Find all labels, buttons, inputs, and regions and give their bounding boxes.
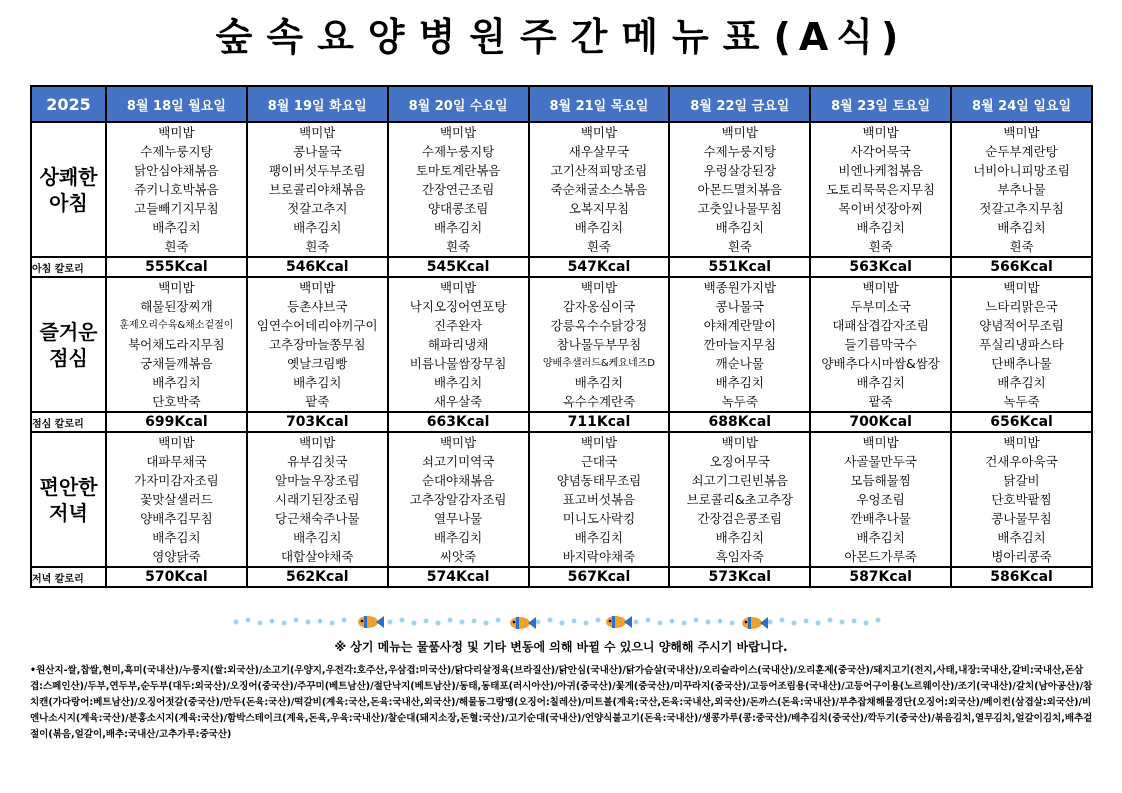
menu-item: 옛날크림빵 — [287, 356, 348, 371]
calorie-value: 573Kcal — [669, 567, 810, 587]
menu-item: 배추김치 — [997, 220, 1046, 235]
menu-item: 우엉조림 — [856, 492, 905, 507]
weekly-menu-table — [30, 85, 1093, 588]
breakfast-calorie-label: 아침 칼로리 — [31, 257, 106, 277]
menu-item: 배추김치 — [152, 530, 201, 545]
menu-item: 백미밥 — [439, 125, 477, 140]
calorie-value: 570Kcal — [106, 567, 247, 587]
menu-item: 백미밥 — [299, 435, 336, 450]
menu-item: 깨순나물 — [715, 356, 764, 371]
calorie-value: 551Kcal — [669, 257, 810, 277]
menu-item: 백미밥 — [439, 435, 477, 450]
menu-item: 표고버섯볶음 — [562, 492, 636, 507]
dinner-row — [31, 432, 1092, 567]
menu-item: 배추김치 — [293, 375, 342, 390]
menu-item: 깐배추나물 — [850, 511, 911, 526]
fish-icon — [510, 617, 536, 629]
menu-item: 해파리냉채 — [427, 337, 489, 352]
menu-item: 닭갈비 — [1003, 473, 1040, 488]
menu-item: 깐마늘지무침 — [703, 337, 777, 352]
menu-item: 감자옹심이국 — [562, 299, 636, 314]
menu-item: 팽이버섯두부조림 — [268, 163, 366, 178]
menu-cell — [106, 277, 247, 412]
menu-item: 영양닭죽 — [152, 549, 201, 564]
menu-item: 젓갈고추지 — [287, 201, 348, 216]
menu-item: 궁채들깨볶음 — [140, 356, 213, 371]
menu-item: 콩나물무침 — [991, 511, 1052, 526]
menu-item: 흰죽 — [586, 239, 612, 254]
menu-item: 푸실리냉파스타 — [979, 337, 1064, 352]
menu-item: 팥죽 — [868, 394, 893, 409]
menu-item: 양배추김무침 — [140, 511, 213, 526]
menu-item: 배추김치 — [293, 220, 342, 235]
menu-item: 두부미소국 — [850, 299, 911, 314]
menu-cell — [951, 122, 1092, 257]
menu-cell — [529, 277, 670, 412]
calorie-value: 563Kcal — [810, 257, 951, 277]
menu-item: 해물된장찌개 — [140, 299, 213, 314]
menu-item: 고추장알감자조림 — [409, 492, 507, 507]
menu-item: 백미밥 — [721, 435, 758, 450]
menu-cell — [247, 432, 388, 567]
menu-item: 도토리묵묵은지무침 — [826, 182, 935, 197]
menu-item: 대패삼겹감자조림 — [832, 318, 929, 333]
calorie-value: 688Kcal — [669, 412, 810, 432]
menu-item: 등촌샤브국 — [287, 299, 348, 314]
day-header: 8월 19일 화요일 — [247, 86, 388, 122]
menu-cell — [810, 432, 951, 567]
calorie-value: 574Kcal — [388, 567, 529, 587]
title-suffix: (A식) — [773, 15, 907, 59]
calorie-value: 587Kcal — [810, 567, 951, 587]
calorie-value: 546Kcal — [247, 257, 388, 277]
menu-item: 백미밥 — [158, 435, 195, 450]
menu-item: 수제누룽지탕 — [421, 144, 495, 159]
menu-item: 느타리맑은국 — [985, 299, 1058, 314]
menu-item: 백미밥 — [862, 435, 899, 450]
fish-icon — [606, 616, 632, 628]
menu-item: 브로콜리야채볶음 — [268, 182, 366, 197]
menu-cell — [106, 122, 247, 257]
menu-item: 백미밥 — [580, 280, 618, 295]
menu-item: 알마늘우장조림 — [275, 473, 360, 488]
day-header: 8월 20일 수요일 — [388, 86, 529, 122]
menu-item: 간장검은콩조림 — [697, 511, 783, 526]
menu-item: 단배추나물 — [991, 356, 1052, 371]
menu-item: 가자미감자조림 — [134, 473, 219, 488]
menu-item: 배추김치 — [574, 530, 624, 545]
menu-item: 흑임자죽 — [715, 549, 764, 564]
menu-item: 대파무채국 — [146, 454, 207, 469]
menu-item: 백미밥 — [862, 125, 899, 140]
menu-item: 배추김치 — [856, 220, 905, 235]
menu-item: 백미밥 — [299, 280, 336, 295]
lunch-label: 즐거운 점심 — [31, 277, 106, 412]
menu-item: 근대국 — [580, 454, 618, 469]
menu-item: 흰죽 — [305, 239, 330, 254]
year-header: 2025 — [31, 86, 106, 122]
origin-text: •원산지-쌀,찹쌀,현미,흑미(국내산)/누룽지(쌀:외국산)/소고기(우양지,우전각:호주산,우삼겹:미국산)/닭다리살정육(브라질산)/닭안심(국내산)/닭가슴살(국내산)/오리슬라이스(국내산)/오리훈제(중국산)/돼지고기(전지,사태,내장:국내산,갈비:국내산,돈삼겹:스페인산)/두부,연두부,순두부(대두:외국산)/오징어(중국산)/주꾸미(베트남산)/절단낙지(베트남산)/동태,동태포(러시아산)/아귀(중국산)/꽃게(중국산)/미꾸라지(중국산)/고등어조림용(국내산)/고등어구이용(노르웨이산)/조기(국내산)/갈치(남아공산)/참치캔(가다랑어:베트남산)/오징어젓갈(중국산)/만두(돈육:국산)/떡갈비(계육:국산,돈육:국내산,외국산)/해물동그랑땡(오징어:칠레산)/미트볼(계육:국산,돈육:국내산,외국산)/돈까스(돈육:국내산)/부추잡채해물경단(오징어:외국산)/베이컨(삼겹살:외국산)/비엔나소시지(계육:국산)/분홍소시지(계육:국산)/함박스테이크(계육,돈육,우육:국내산)/찰순대(돼지소장,돈혈:국산)/고기순대(국내산)/언양식불고기(돈육:국내산)/생콩가루(콩:중국산)/배추김치(중국산)/깍두기(중국산)/볶음김치,열무김치,얼갈이김치,배추겉절이(볶음,얼갈이,배추:국내산/고추가루:중국산) — [30, 665, 1093, 740]
menu-item: 씨앗죽 — [439, 549, 477, 564]
menu-item: 배추김치 — [152, 220, 201, 235]
menu-item: 수제누룽지탕 — [140, 144, 213, 159]
menu-item: 우렁살강된장 — [703, 163, 777, 178]
menu-item: 쇠고기그린빈볶음 — [691, 473, 789, 488]
menu-cell — [669, 432, 810, 567]
menu-item: 배추김치 — [856, 375, 905, 390]
menu-item: 죽순채굴소스볶음 — [550, 182, 648, 197]
breakfast-row — [31, 122, 1092, 257]
menu-item: 배추김치 — [997, 530, 1046, 545]
menu-item: 수제누룽지탕 — [703, 144, 777, 159]
menu-item: 유부김칫국 — [287, 454, 348, 469]
title-main: 숲속요양병원주간메뉴표 — [215, 15, 774, 59]
calorie-value: 656Kcal — [951, 412, 1092, 432]
calorie-value: 699Kcal — [106, 412, 247, 432]
menu-item: 흰죽 — [446, 239, 471, 254]
menu-item: 병아리콩죽 — [991, 549, 1052, 564]
menu-item: 모듬해물찜 — [850, 473, 911, 488]
menu-item: 간장연근조림 — [421, 182, 495, 197]
menu-item: 양념적어무조림 — [979, 318, 1064, 333]
menu-item: 목이버섯장아찌 — [838, 201, 923, 216]
fish-icon — [742, 617, 768, 629]
lunch-calorie-label: 점심 칼로리 — [31, 412, 106, 432]
menu-item: 젓갈고추지무침 — [979, 201, 1064, 216]
dinner-label: 편안한 저녁 — [31, 432, 106, 567]
menu-item: 백미밥 — [721, 125, 758, 140]
menu-item: 시래기된장조림 — [275, 492, 360, 507]
menu-item: 단호박죽 — [152, 394, 201, 409]
menu-item: 아몬드멸치볶음 — [697, 182, 783, 197]
menu-cell — [529, 432, 670, 567]
menu-cell — [529, 122, 670, 257]
menu-item: 쥬키니호박볶음 — [134, 182, 219, 197]
menu-item: 미니도사락킹 — [562, 511, 636, 526]
menu-item: 백미밥 — [158, 280, 195, 295]
calorie-value: 711Kcal — [529, 412, 670, 432]
menu-item: 강릉옥수수닭강정 — [550, 318, 648, 333]
menu-item: 녹두죽 — [1003, 394, 1040, 409]
menu-cell — [388, 122, 529, 257]
menu-item: 배추김치 — [433, 375, 483, 390]
menu-item: 임연수어데리야끼구이 — [256, 318, 378, 333]
menu-item: 백미밥 — [439, 280, 477, 295]
menu-item: 배추김치 — [715, 375, 764, 390]
menu-item: 훈제오리수육&채소겉절이 — [119, 320, 234, 331]
menu-item: 배추김치 — [574, 220, 624, 235]
menu-item: 오징어무국 — [709, 454, 770, 469]
menu-cell — [951, 277, 1092, 412]
header-row — [31, 86, 1092, 122]
menu-item: 새우살죽 — [433, 394, 483, 409]
menu-cell — [810, 122, 951, 257]
menu-item: 옥수수계란죽 — [562, 394, 636, 409]
breakfast-calorie-row — [31, 257, 1092, 277]
menu-item: 양대콩조림 — [427, 201, 489, 216]
menu-item: 배추김치 — [715, 220, 764, 235]
menu-item: 흰죽 — [1009, 239, 1034, 254]
menu-item: 쇠고기미역국 — [421, 454, 495, 469]
fish-icon — [358, 616, 384, 628]
menu-item: 고춧잎나물무침 — [697, 201, 783, 216]
menu-item: 백미밥 — [580, 125, 618, 140]
calorie-value: 545Kcal — [388, 257, 529, 277]
menu-item: 브로콜리&초고추장 — [686, 492, 793, 507]
menu-item: 사골물만두국 — [844, 454, 917, 469]
dinner-calorie-label: 저녁 칼로리 — [31, 567, 106, 587]
menu-cell — [247, 277, 388, 412]
menu-item: 양배추샐러드&케요네즈D — [542, 358, 655, 369]
menu-item: 고들빼기지무침 — [134, 201, 219, 216]
calorie-value: 700Kcal — [810, 412, 951, 432]
menu-item: 흰죽 — [868, 239, 893, 254]
menu-item: 들기름막국수 — [844, 337, 917, 352]
menu-item: 대합살야채죽 — [281, 549, 354, 564]
menu-item: 고추장마늘쫑무침 — [268, 337, 366, 352]
menu-item: 비엔나케첩볶음 — [838, 163, 923, 178]
menu-cell — [247, 122, 388, 257]
menu-item: 토마토계란볶음 — [415, 163, 501, 178]
page-title — [0, 14, 1122, 60]
menu-cell — [669, 277, 810, 412]
menu-item: 닭안심야채볶음 — [134, 163, 219, 178]
lunch-calorie-row — [31, 412, 1092, 432]
breakfast-label: 상쾌한 아침 — [31, 122, 106, 257]
menu-item: 배추김치 — [433, 220, 483, 235]
menu-item: 양배추다시마쌈&쌈장 — [821, 356, 940, 371]
calorie-value: 703Kcal — [247, 412, 388, 432]
menu-item: 새우살무국 — [568, 144, 630, 159]
calorie-value: 555Kcal — [106, 257, 247, 277]
menu-item: 배추김치 — [152, 375, 201, 390]
menu-item: 꽃맛살샐러드 — [140, 492, 213, 507]
notice-text: ※ 상기 메뉴는 물품사정 및 기타 변동에 의해 바뀔 수 있으니 양해해 주시기 바랍니다. — [334, 640, 788, 654]
menu-item: 배추김치 — [293, 530, 342, 545]
menu-item: 배추김치 — [433, 530, 483, 545]
calorie-value: 547Kcal — [529, 257, 670, 277]
menu-item: 오복지무침 — [568, 201, 630, 216]
calorie-value: 566Kcal — [951, 257, 1092, 277]
calorie-value: 663Kcal — [388, 412, 529, 432]
menu-item: 낙지오징어연포탕 — [409, 299, 507, 314]
menu-item: 북어채도라지무침 — [128, 337, 225, 352]
day-header: 8월 24일 일요일 — [951, 86, 1092, 122]
menu-item: 부추나물 — [997, 182, 1046, 197]
menu-cell — [388, 277, 529, 412]
menu-item: 백미밥 — [862, 280, 899, 295]
menu-item: 순두부계란탕 — [985, 144, 1058, 159]
menu-item: 야채계란말이 — [703, 318, 777, 333]
calorie-value: 562Kcal — [247, 567, 388, 587]
menu-item: 콩나물국 — [715, 299, 764, 314]
day-header: 8월 22일 금요일 — [669, 86, 810, 122]
menu-item: 너비아니피망조림 — [973, 163, 1070, 178]
menu-item: 참나물두부무침 — [556, 337, 642, 352]
menu-cell — [810, 277, 951, 412]
menu-item: 콩나물국 — [293, 144, 342, 159]
menu-item: 흰죽 — [164, 239, 189, 254]
menu-item: 배추김치 — [856, 530, 905, 545]
menu-item: 배추김치 — [715, 530, 764, 545]
menu-item: 녹두죽 — [721, 394, 758, 409]
menu-item: 단호박팥찜 — [991, 492, 1052, 507]
menu-item: 배추김치 — [997, 375, 1046, 390]
menu-item: 백미밥 — [1003, 125, 1040, 140]
day-header: 8월 18일 월요일 — [106, 86, 247, 122]
menu-item: 고기산적피망조림 — [550, 163, 648, 178]
calorie-value: 567Kcal — [529, 567, 670, 587]
menu-item: 당근채숙주나물 — [275, 511, 360, 526]
menu-item: 아몬드가루죽 — [844, 549, 917, 564]
menu-item: 흰죽 — [727, 239, 752, 254]
menu-item: 사각어묵국 — [850, 144, 911, 159]
menu-item: 바지락야채죽 — [562, 549, 636, 564]
menu-item: 비름나물쌈장무침 — [409, 356, 507, 371]
calorie-value: 586Kcal — [951, 567, 1092, 587]
menu-item: 팥죽 — [305, 394, 330, 409]
menu-item: 백미밥 — [580, 435, 618, 450]
menu-item: 순대야채볶음 — [421, 473, 495, 488]
menu-item: 건새우아욱국 — [985, 454, 1058, 469]
menu-item: 배추김치 — [574, 375, 624, 390]
menu-item: 백미밥 — [299, 125, 336, 140]
lunch-row — [31, 277, 1092, 412]
menu-cell — [951, 432, 1092, 567]
bubble-dots — [234, 618, 881, 626]
menu-item: 양념동태무조림 — [556, 473, 642, 488]
menu-item: 백미밥 — [158, 125, 195, 140]
day-header: 8월 21일 목요일 — [529, 86, 670, 122]
menu-cell — [669, 122, 810, 257]
fish-bubble-decoration — [230, 612, 890, 632]
menu-cell — [106, 432, 247, 567]
day-header: 8월 23일 토요일 — [810, 86, 951, 122]
menu-item: 백미밥 — [1003, 280, 1040, 295]
menu-item: 열무나물 — [433, 511, 483, 526]
menu-cell — [388, 432, 529, 567]
menu-item: 백종원가지밥 — [703, 280, 777, 295]
menu-item: 진주완자 — [433, 318, 483, 333]
dinner-calorie-row — [31, 567, 1092, 587]
menu-item: 백미밥 — [1003, 435, 1040, 450]
